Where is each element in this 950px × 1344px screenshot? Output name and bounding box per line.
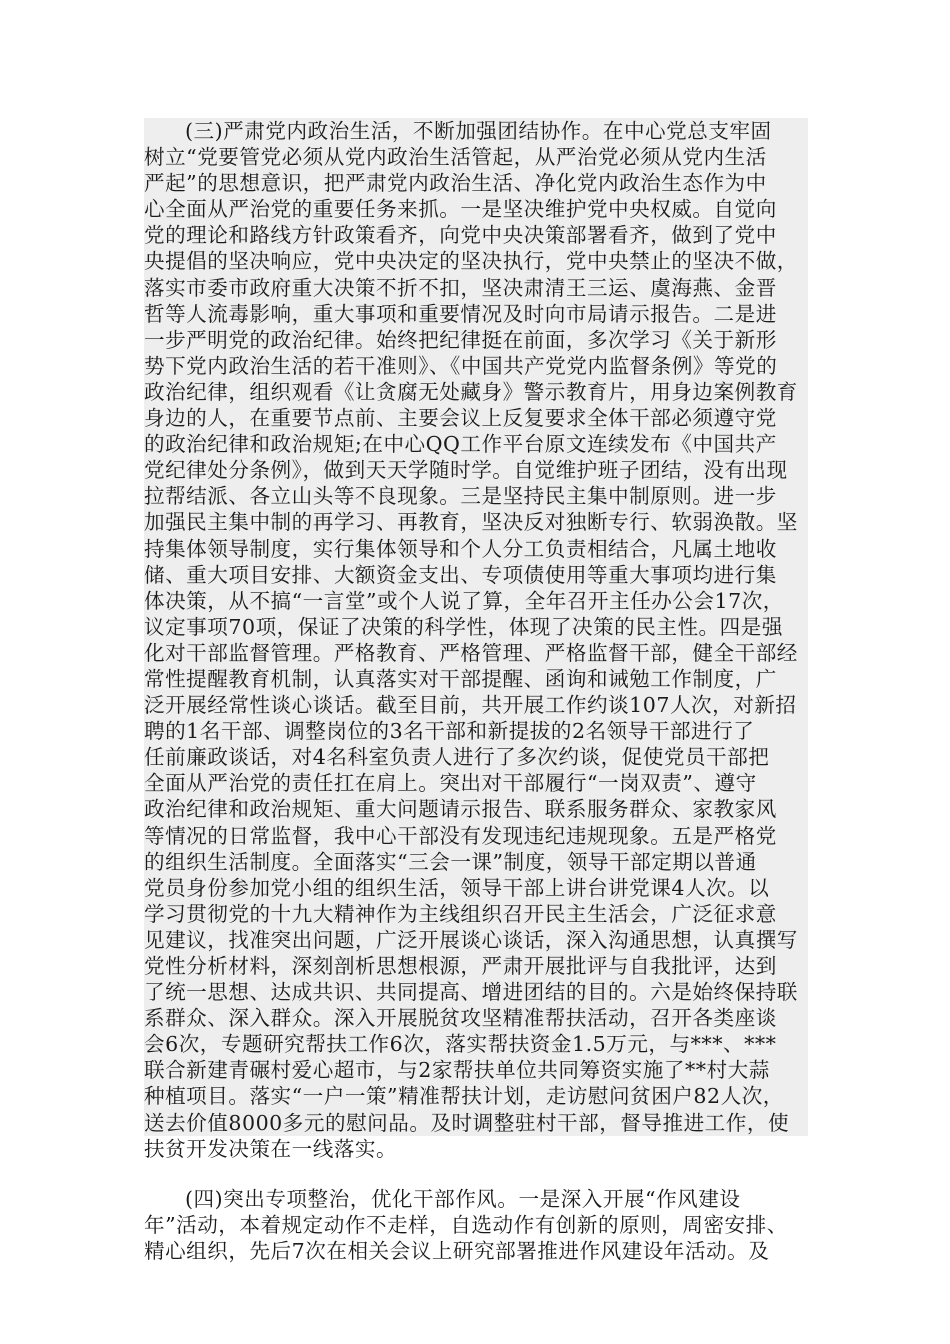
text-line: 送去价值8000多元的慰问品。及时调整驻村干部，督导推进工作，使 <box>144 1110 808 1136</box>
text-line: 的政治纪律和政治规矩;在中心QQ工作平台原文连续发布《中国共产 <box>144 431 808 457</box>
text-line: 储、重大项目安排、大额资金支出、专项债使用等重大事项均进行集 <box>144 562 808 588</box>
paragraph-section-4 <box>144 1186 808 1264</box>
text-line: 的组织生活制度。全面落实“三会一课”制度，领导干部定期以普通 <box>144 849 808 875</box>
text-line: 系群众、深入群众。深入开展脱贫攻坚精准帮扶活动，召开各类座谈 <box>144 1005 808 1031</box>
text-line: 见建议，找准突出问题，广泛开展谈心谈话，深入沟通思想，认真撰写 <box>144 927 808 953</box>
text-line: 常性提醒教育机制，认真落实对干部提醒、函询和诫勉工作制度，广 <box>144 666 808 692</box>
paragraph-section-3 <box>144 118 808 1162</box>
text-line: 势下党内政治生活的若干准则》、《中国共产党党内监督条例》等党的 <box>144 353 808 379</box>
text-line: 树立“党要管党必须从党内政治生活管起，从严治党必须从党内生活 <box>144 144 808 170</box>
text-line: 心全面从严治党的重要任务来抓。一是坚决维护党中央权威。自觉向 <box>144 196 808 222</box>
text-line: 扶贫开发决策在一线落实。 <box>144 1136 398 1161</box>
text-line: 党的理论和路线方针政策看齐，向党中央决策部署看齐，做到了党中 <box>144 222 808 248</box>
text-line: 党性分析材料，深刻剖析思想根源，严肃开展批评与自我批评，达到 <box>144 953 808 979</box>
text-line: 年”活动，本着规定动作不走样，自选动作有创新的原则，周密安排、 <box>144 1212 788 1237</box>
text-line: 化对干部监督管理。严格教育、严格管理、严格监督干部，健全干部经 <box>144 640 808 666</box>
text-line: 体决策，从不搞“一言堂”或个人说了算，全年召开主任办公会17次， <box>144 588 808 614</box>
text-line: 严起”的思想意识，把严肃党内政治生活、净化党内政治生态作为中 <box>144 170 808 196</box>
text-line: (四)突出专项整治，优化干部作风。一是深入开展“作风建设 <box>185 1186 741 1211</box>
text-line: 党纪律处分条例》，做到天天学随时学。自觉维护班子团结，没有出现 <box>144 457 808 483</box>
text-line: 聘的1名干部、调整岗位的3名干部和新提拔的2名领导干部进行了 <box>144 718 808 744</box>
text-line: (三)严肃党内政治生活，不断加强团结协作。在中心党总支牢固 <box>144 118 808 144</box>
text-line: 任前廉政谈话，对4名科室负责人进行了多次约谈，促使党员干部把 <box>144 744 808 770</box>
text-line: 会6次，专题研究帮扶工作6次，落实帮扶资金1.5万元，与***、*** <box>144 1031 808 1057</box>
text-line: 政治纪律，组织观看《让贪腐无处藏身》警示教育片，用身边案例教育 <box>144 379 808 405</box>
text-line: 泛开展经常性谈心谈话。截至目前，共开展工作约谈107人次，对新招 <box>144 692 808 718</box>
text-line: 政治纪律和政治规矩、重大问题请示报告、联系服务群众、家教家风 <box>144 796 808 822</box>
text-line: 央提倡的坚决响应，党中央决定的坚决执行，党中央禁止的坚决不做， <box>144 248 808 274</box>
text-line: 学习贯彻党的十九大精神作为主线组织召开民主生活会，广泛征求意 <box>144 901 808 927</box>
text-line: 党员身份参加党小组的组织生活，领导干部上讲台讲党课4人次。以 <box>144 875 808 901</box>
text-line: 种植项目。落实“一户一策”精准帮扶计划，走访慰问贫困户82人次， <box>144 1083 808 1109</box>
text-line: 身边的人，在重要节点前、主要会议上反复要求全体干部必须遵守党 <box>144 405 808 431</box>
text-line: 一步严明党的政治纪律。始终把纪律挺在前面，多次学习《关于新形 <box>144 327 808 353</box>
text-line: 精心组织，先后7次在相关会议上研究部署推进作风建设年活动。及 <box>144 1238 770 1263</box>
text-line: 落实市委市政府重大决策不折不扣，坚决肃清王三运、虞海燕、金晋 <box>144 275 808 301</box>
text-line: 联合新建青碾村爱心超市，与2家帮扶单位共同筹资实施了**村大蒜 <box>144 1057 808 1083</box>
text-line: 议定事项70项，保证了决策的科学性，体现了决策的民主性。四是强 <box>144 614 808 640</box>
text-line: 加强民主集中制的再学习、再教育，坚决反对独断专行、软弱涣散。坚 <box>144 509 808 535</box>
text-line: 拉帮结派、各立山头等不良现象。三是坚持民主集中制原则。进一步 <box>144 483 808 509</box>
text-line: 了统一思想、达成共识、共同提高、增进团结的目的。六是始终保持联 <box>144 979 808 1005</box>
document-page <box>144 118 808 1264</box>
text-line: 哲等人流毒影响，重大事项和重要情况及时向市局请示报告。二是进 <box>144 301 808 327</box>
text-line: 全面从严治党的责任扛在肩上。突出对干部履行“一岗双责”、遵守 <box>144 770 808 796</box>
text-line: 等情况的日常监督，我中心干部没有发现违纪违规现象。五是严格党 <box>144 823 808 849</box>
text-line: 持集体领导制度，实行集体领导和个人分工负责相结合，凡属土地收 <box>144 536 808 562</box>
